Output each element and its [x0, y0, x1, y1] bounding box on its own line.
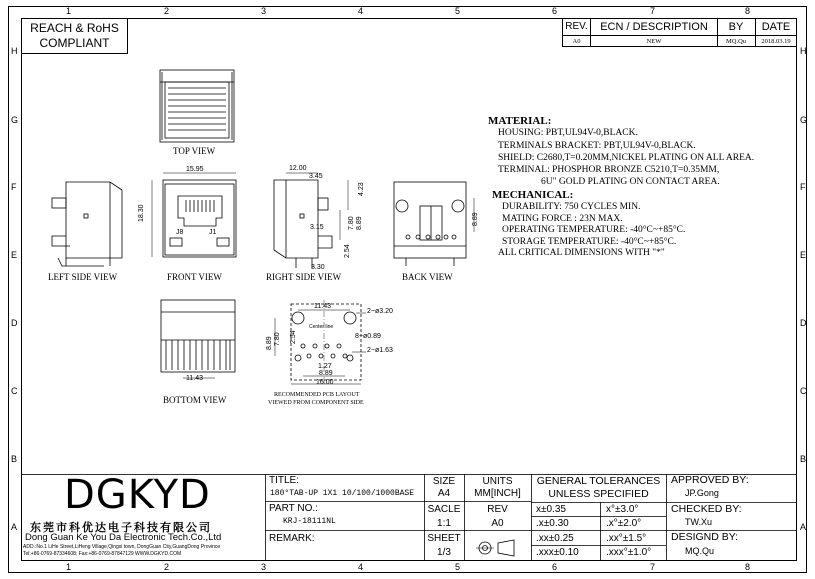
- zone-col-6: 6: [552, 6, 558, 16]
- rev-header: REV.: [565, 21, 588, 32]
- dim-pcb-320: 2−ø3.20: [367, 308, 393, 315]
- tolerance-cell: .x°±2.0°: [606, 517, 642, 529]
- rev-value: A0: [572, 37, 581, 45]
- scale-label: SACLE: [427, 503, 461, 515]
- size-value: A4: [437, 488, 451, 499]
- zone-row-d: D: [800, 318, 807, 328]
- bottom-view-drawing: [161, 300, 235, 378]
- sheet-label: SHEET: [427, 532, 461, 544]
- company-contact: Tel:+86-0769-87334608; Fax:+86-0769-87847129 WWW.DGKYD.COM: [23, 551, 182, 557]
- title-value: 180°TAB-UP 1X1 10/100/1000BASE: [270, 489, 415, 498]
- scale-value: 1:1: [437, 517, 451, 529]
- mechanical-line: DURABILITY: 750 CYCLES MIN.: [502, 202, 641, 212]
- dim-right-889: 8.89: [356, 216, 363, 230]
- zone-row-e: E: [11, 250, 18, 260]
- zone-row-f: F: [800, 182, 806, 192]
- dim-right-345: 3.45: [309, 173, 323, 180]
- dim-front-height: 18.30: [138, 204, 145, 222]
- mechanical-line: STORAGE TEMPERATURE: -40°C~+85°C.: [502, 237, 677, 247]
- designed-label: DESIGND BY:: [671, 531, 739, 543]
- pcb-layout-label-line1: RECOMMENDED PCB LAYOUT: [274, 392, 360, 398]
- zone-col-2: 2: [164, 562, 170, 572]
- top-view-label: TOP VIEW: [173, 146, 216, 156]
- dim-pcb-780: 7.80: [274, 332, 281, 346]
- zone-col-2: 2: [164, 6, 170, 16]
- date-value: 2018.03.19: [761, 37, 791, 45]
- zone-col-3: 3: [261, 562, 267, 572]
- dim-bottom-1143: 11.43: [186, 375, 203, 382]
- left-side-view-label: LEFT SIDE VIEW: [48, 272, 118, 282]
- company-name-cn: 东莞市科优达电子科技有限公司: [30, 521, 212, 534]
- dim-pcb-1600: 16.00: [316, 379, 334, 386]
- title-block: [21, 474, 797, 561]
- dim-right-254: 2.54: [344, 244, 351, 258]
- rev-value: A0: [491, 517, 504, 529]
- by-header: BY: [728, 20, 744, 33]
- zone-col-1: 1: [66, 562, 72, 572]
- zone-row-f: F: [11, 182, 17, 192]
- dim-pcb-089: 8−ø0.89: [355, 333, 381, 340]
- dim-right-330: 3.30: [311, 264, 325, 271]
- zone-row-c: C: [11, 386, 18, 396]
- zone-row-a: A: [800, 522, 807, 532]
- front-view-label: FRONT VIEW: [167, 272, 222, 282]
- tolerance-cell: .x±0.30: [536, 517, 569, 529]
- dim-pcb-889b: 8.89: [319, 370, 333, 377]
- zone-col-4: 4: [358, 6, 364, 16]
- zone-row-g: G: [800, 115, 808, 125]
- dim-pcb-center: Center line: [309, 324, 334, 330]
- material-line: TERMINAL: PHOSPHOR BRONZE C5210,T=0.35MM,: [498, 165, 720, 175]
- part-value: KRJ-18111NL: [283, 517, 336, 526]
- zone-col-8: 8: [745, 6, 751, 16]
- zone-col-7: 7: [650, 6, 656, 16]
- material-line: HOUSING: PBT,UL94V-0,BLACK.: [498, 128, 638, 138]
- mechanical-title: MECHANICAL:: [492, 189, 574, 201]
- zone-row-b: B: [11, 454, 18, 464]
- pcb-layout-label-line2: VIEWED FROM COMPONENT SIDE: [268, 400, 364, 406]
- company-logo: DGKYD: [64, 472, 211, 518]
- left-side-view-drawing: [52, 182, 122, 266]
- ecn-value: NEW: [646, 37, 662, 45]
- tolerance-cell: .xxx±0.10: [536, 547, 579, 558]
- mechanical-line: MATING FORCE : 23N MAX.: [502, 214, 623, 224]
- zone-row-g: G: [11, 115, 19, 125]
- dim-right-780: 7.80: [348, 216, 355, 230]
- zone-row-h: H: [800, 46, 807, 56]
- bottom-view-label: BOTTOM VIEW: [163, 395, 227, 405]
- dim-front-width: 15.95: [186, 166, 204, 173]
- dim-pcb-163: 2−ø1.63: [367, 347, 393, 354]
- designed-value: MQ.Qu: [685, 546, 715, 556]
- units-value: MM[INCH]: [474, 488, 521, 499]
- tolerance-title-2: UNLESS SPECIFIED: [548, 488, 649, 500]
- by-value: MQ.Qu: [725, 37, 747, 45]
- zone-col-5: 5: [455, 6, 461, 16]
- ecn-header: ECN / DESCRIPTION: [600, 20, 708, 33]
- dim-right-12: 12.00: [289, 165, 307, 172]
- material-title: MATERIAL:: [488, 115, 552, 127]
- zone-col-4: 4: [358, 562, 364, 572]
- size-label: SIZE: [432, 475, 456, 487]
- zone-col-3: 3: [261, 6, 267, 16]
- compliance-line1: REACH & RoHS: [30, 21, 119, 35]
- zone-row-e: E: [800, 250, 807, 260]
- zone-col-1: 1: [66, 6, 72, 16]
- tolerance-title-1: GENERAL TOLERANCES: [536, 475, 661, 487]
- checked-value: TW.Xu: [685, 517, 713, 527]
- approved-value: JP.Gong: [685, 488, 719, 498]
- date-header: DATE: [761, 20, 791, 33]
- mechanical-line: ALL CRITICAL DIMENSIONS WITH "*": [498, 248, 665, 258]
- dim-pcb-254: 2.54: [290, 330, 297, 344]
- tolerance-cell: x°±3.0°: [606, 503, 639, 515]
- part-label: PART NO.:: [269, 503, 318, 514]
- dim-right-423: 4.23: [358, 182, 365, 196]
- right-side-view-label: RIGHT SIDE VIEW: [266, 272, 342, 282]
- company-address: ADD.:No.1 LiHe Street,LiHeng Village,Qingxi town, DongGuan City,GuangDong Province: [23, 544, 221, 550]
- right-side-view-drawing: [274, 173, 348, 268]
- compliance-line2: COMPLIANT: [39, 36, 110, 50]
- approved-label: APPROVED BY:: [671, 474, 749, 486]
- zone-col-7: 7: [650, 562, 656, 572]
- title-label: TITLE:: [269, 475, 300, 486]
- dim-pcb-127: 1.27: [318, 363, 332, 370]
- tolerance-cell: .xxx°±1.0°: [606, 547, 652, 558]
- rev-label: REV: [487, 503, 508, 515]
- dim-front-j8: J8: [176, 229, 184, 236]
- dim-pcb-889: 8.89: [266, 336, 273, 350]
- zone-row-b: B: [800, 454, 807, 464]
- front-view-drawing: [152, 173, 236, 257]
- zone-col-8: 8: [745, 562, 751, 572]
- remark-label: REMARK:: [269, 533, 315, 544]
- dim-front-j1: J1: [209, 229, 217, 236]
- tolerance-cell: .xx±0.25: [536, 532, 574, 544]
- mechanical-line: OPERATING TEMPERATURE: -40°C~+85°C.: [502, 225, 686, 235]
- material-line: SHIELD: C2680,T=0.20MM,NICKEL PLATING ON ALL AREA.: [498, 153, 755, 163]
- back-view-drawing: [394, 182, 474, 266]
- dim-back-889: 8.89: [472, 212, 479, 226]
- zone-row-h: H: [11, 46, 18, 56]
- zone-col-5: 5: [455, 562, 461, 572]
- back-view-label: BACK VIEW: [402, 272, 453, 282]
- tolerance-cell: .xx°±1.5°: [606, 532, 647, 544]
- sheet-value: 1/3: [437, 546, 451, 558]
- zone-row-d: D: [11, 318, 18, 328]
- material-line: 6U" GOLD PLATING ON CONTACT AREA.: [541, 177, 720, 187]
- material-line: TERMINALS BRACKET: PBT,UL94V-0,BLACK.: [498, 141, 696, 151]
- zone-row-c: C: [800, 386, 807, 396]
- top-view-drawing: [160, 70, 234, 142]
- company-name-en: Dong Guan Ke You Da Electronic Tech.Co.,Ltd: [25, 532, 222, 543]
- tolerance-cell: x±0.35: [536, 503, 566, 515]
- zone-col-6: 6: [552, 562, 558, 572]
- dim-pcb-1143: 11.43: [314, 303, 331, 310]
- zone-row-a: A: [11, 522, 18, 532]
- dim-right-315: 3.15: [310, 224, 324, 231]
- units-label: UNITS: [482, 475, 513, 487]
- checked-label: CHECKED BY:: [671, 503, 742, 515]
